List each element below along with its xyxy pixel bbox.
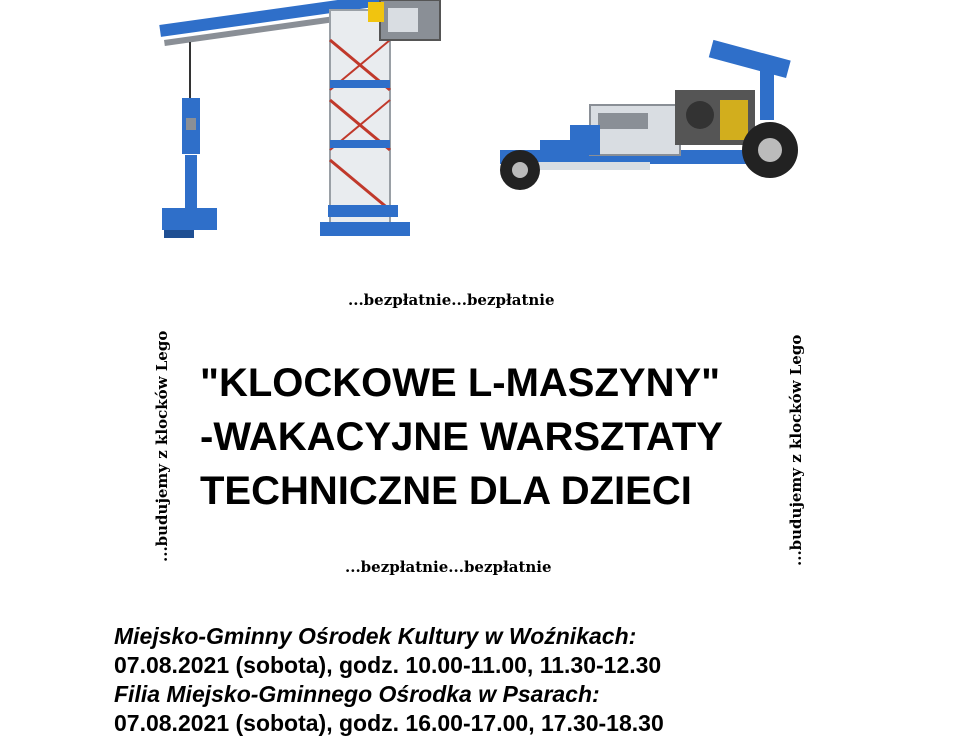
venue-2: Filia Miejsko-Gminnego Ośrodka w Psarach: [114,681,600,707]
venue-1: Miejsko-Gminny Ośrodek Kultury w Woźnikach: [114,623,637,649]
schedule-1: 07.08.2021 (sobota), godz. 10.00-11.00, 11.30-12.30 [114,652,662,678]
side-caption-right: ...budujemy z klocków Lego [787,334,805,566]
lego-racer-illustration [480,30,810,210]
free-tagline-bottom: ...bezpłatnie...bezpłatnie [345,558,552,576]
free-tagline-top: ...bezpłatnie...bezpłatnie [348,291,555,309]
headline-line-2: -WAKACYJNE WARSZTATY [200,415,723,459]
schedule-info [114,622,834,738]
lego-crane-illustration [150,0,470,250]
headline-line-1: "KLOCKOWE L-MASZYNY" [200,361,721,405]
schedule-2: 07.08.2021 (sobota), godz. 16.00-17.00, 17.30-18.30 [114,710,664,736]
headline-line-3: TECHNICZNE DLA DZIECI [200,469,692,513]
side-caption-left: ...budujemy z klocków Lego [153,330,171,562]
workshop-headline [200,356,780,518]
